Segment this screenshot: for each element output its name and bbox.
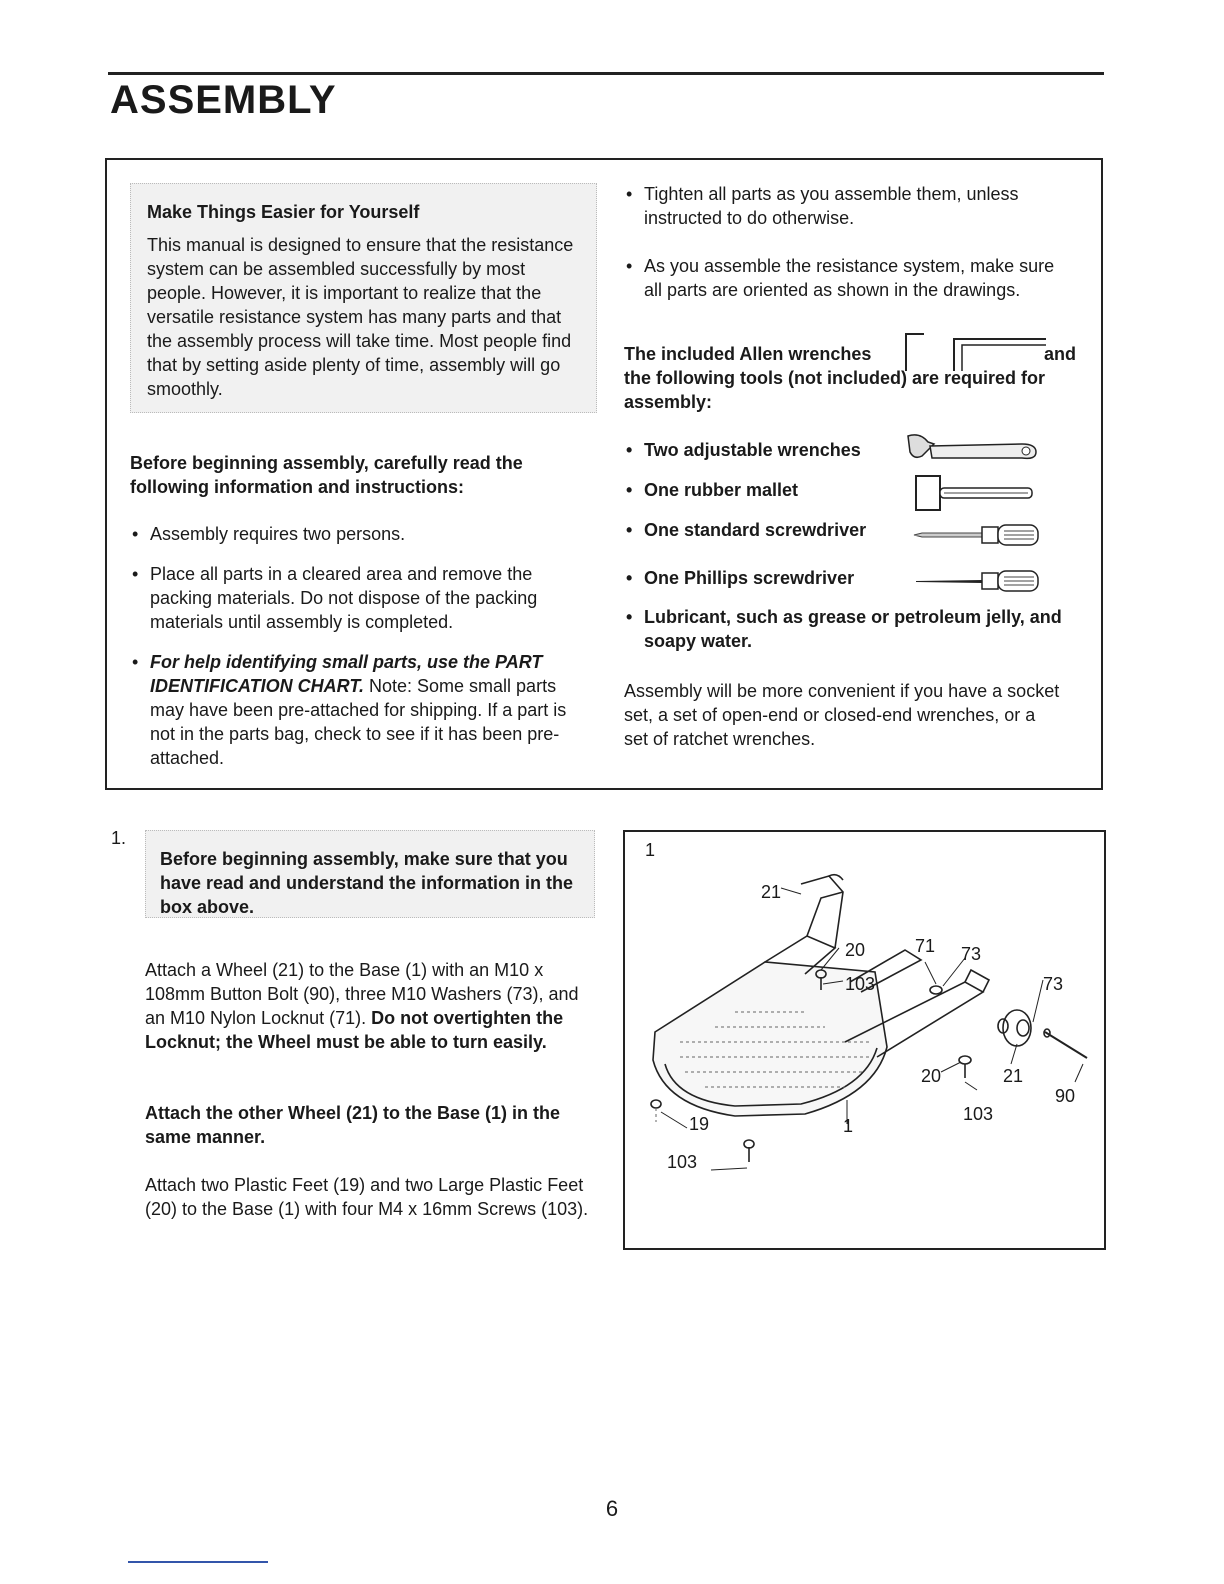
help-note-text: Note: Some small parts may have been pre-attached for shipping. If a part is not in the parts bag, check to see if it has been pre-attached. — [150, 676, 567, 768]
callout-text: This manual is designed to ensure that the resistance system can be assembled successfully by most people. However, it is important to realize that the versatile resistance system has many parts and that the assembly process will take time. Most people find that by setting aside plenty of time, assembly will go smoothly. — [147, 235, 574, 399]
step-paragraph-3: Attach two Plastic Feet (19) and two Large Plastic Feet (20) to the Base (1) with four M4 x 16mm Screws (103). — [145, 1175, 589, 1219]
callout-label: 19 — [689, 1114, 710, 1134]
step-paragraph-1-text: Attach a Wheel (21) to the Base (1) with an M10 x 108mm Button Bolt (90), three M10 Washers (73), and an M10 Nylon Locknut (71). — [145, 960, 579, 1028]
callout-label: 103 — [667, 1152, 698, 1172]
standard-screwdriver-icon — [912, 522, 1042, 548]
list-item: • As you assemble the resistance system, make sure all parts are oriented as shown in the drawings. — [624, 254, 1074, 302]
callout-label: 21 — [1003, 1066, 1024, 1086]
callout-label: 73 — [961, 944, 982, 964]
list-item: • Two adjustable wrenches — [624, 438, 1084, 462]
list-item — [130, 650, 592, 770]
rubber-mallet-icon — [914, 474, 1036, 514]
callout-label: 103 — [845, 974, 876, 994]
callout-label: 21 — [761, 882, 782, 902]
allen-wrench-icon — [904, 331, 1052, 371]
list-item: • One standard screwdriver — [624, 518, 1084, 542]
step-paragraph-2: Attach the other Wheel (21) to the Base (1) in the same manner. — [145, 1103, 561, 1147]
callout-label: 73 — [1043, 974, 1064, 994]
convenience-note: Assembly will be more convenient if you have a socket set, a set of open-end or closed-end wrenches, or a set of ratchet wrenches. — [624, 681, 1060, 749]
callout-label: 20 — [921, 1066, 942, 1086]
before-heading: Before beginning assembly, carefully read the following information and instructions: — [130, 453, 523, 497]
callout-label: 20 — [845, 940, 866, 960]
easier-callout — [130, 183, 597, 413]
adjustable-wrench-icon — [904, 430, 1040, 470]
step-callout-text: Before beginning assembly, make sure that you have read and understand the information in the box above. — [160, 849, 574, 917]
callout-label: 90 — [1055, 1086, 1076, 1106]
right-bullet-list — [624, 182, 1074, 318]
phillips-screwdriver-icon — [912, 568, 1042, 594]
tools-lead-text: The included Allen wrenches — [624, 344, 872, 364]
title-rule — [108, 72, 1104, 75]
left-bullet-list — [130, 522, 592, 786]
tools-lead-text-2: the following tools (not included) are required for assembly: — [624, 368, 1045, 412]
tools-and-text: and — [1044, 344, 1077, 364]
list-item: • Lubricant, such as grease or petroleum jelly, and soapy water. — [624, 605, 1084, 653]
tools-list — [624, 438, 1084, 669]
step-paragraph-1-warning: Do not overtighten the Locknut; the Wheel must be able to turn easily. — [145, 1008, 564, 1052]
callout-heading: Make Things Easier for Yourself — [147, 202, 420, 222]
list-item: • One Phillips screwdriver — [624, 566, 1084, 590]
list-item: • One rubber mallet — [624, 478, 1084, 502]
page-number: 6 — [605, 1496, 619, 1521]
figure-number: 1 — [645, 840, 656, 860]
base-assembly-drawing — [625, 832, 1104, 1248]
page-title: ASSEMBLY — [110, 78, 337, 122]
help-bold-text: For help identifying small parts, use the PART IDENTIFICATION CHART. — [150, 652, 543, 696]
footer-line — [128, 1561, 268, 1563]
list-item: • Place all parts in a cleared area and remove the packing materials. Do not dispose of the packing materials until assembly is completed. — [130, 562, 592, 634]
callout-label: 103 — [963, 1104, 994, 1124]
step-number: 1. — [111, 828, 127, 848]
figure-box — [623, 830, 1106, 1250]
callout-label: 1 — [843, 1116, 854, 1136]
list-item: • Tighten all parts as you assemble them, unless instructed to do otherwise. — [624, 182, 1074, 230]
step-paragraph-1 — [145, 958, 585, 1054]
list-item: • Assembly requires two persons. — [130, 522, 592, 546]
step-callout — [145, 830, 595, 918]
callout-label: 71 — [915, 936, 936, 956]
